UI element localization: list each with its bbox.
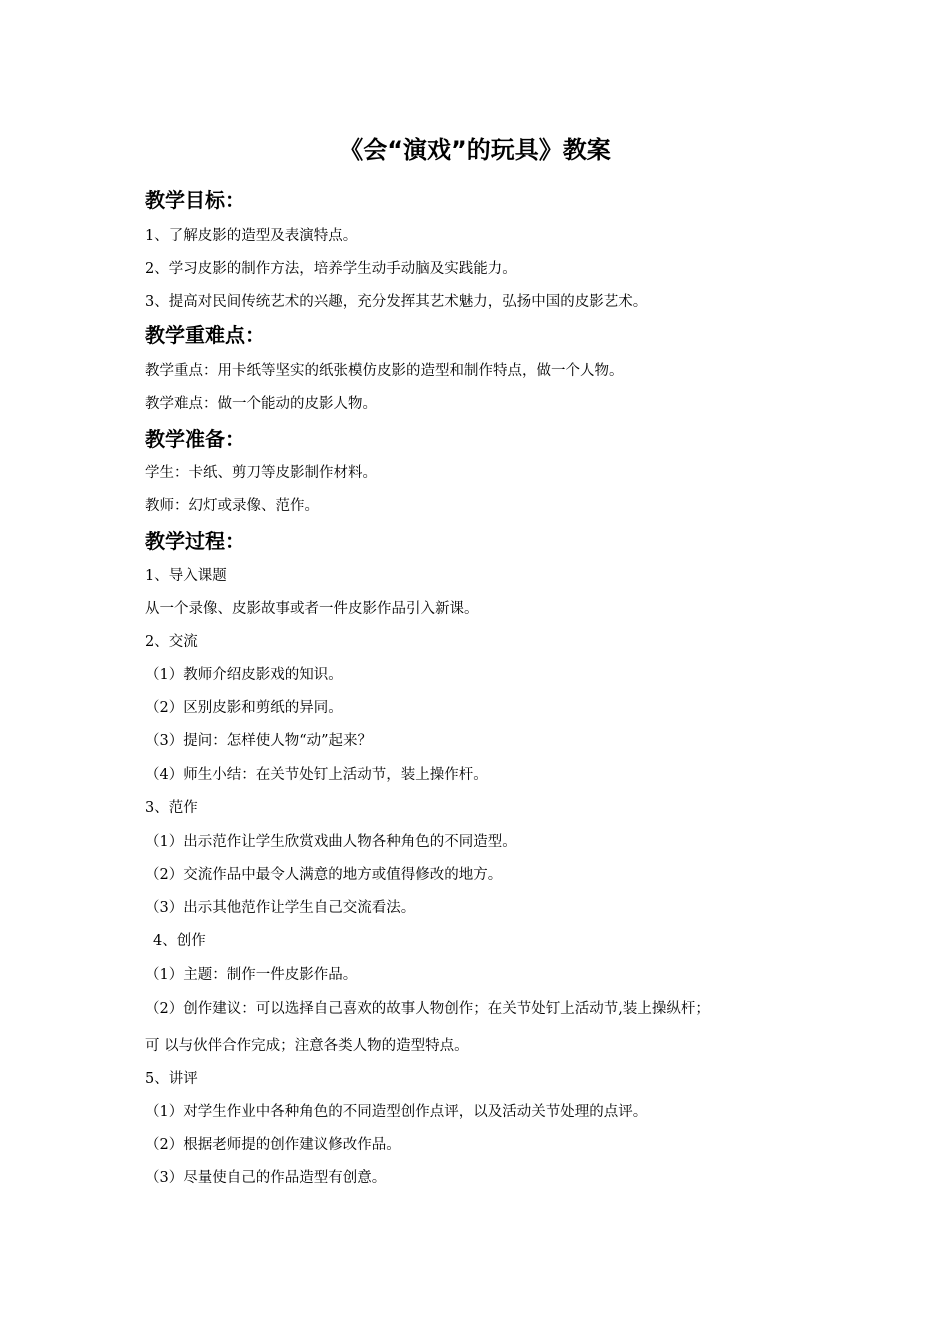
process-line: （3）尽量使自己的作品造型有创意。 [145, 1170, 387, 1186]
heading-preparation: 教学准备： [145, 427, 245, 451]
heading-objectives: 教学目标： [145, 188, 245, 212]
process-line: 2、交流 [145, 634, 198, 650]
process-line: （3）提问：怎样使人物“动”起来？ [145, 733, 373, 749]
document-title: 《会“演戏”的玩具》教案 [339, 136, 611, 164]
process-line: 1、导入课题 [145, 568, 227, 584]
process-line: 从一个录像、皮影故事或者一件皮影作品引入新课。 [145, 601, 479, 617]
heading-key-points: 教学重难点： [145, 323, 265, 347]
heading-process: 教学过程： [145, 529, 245, 553]
process-line: 5、讲评 [145, 1071, 198, 1087]
process-line: （1）主题：制作一件皮影作品。 [145, 967, 358, 983]
process-line: （1）教师介绍皮影戏的知识。 [145, 667, 343, 683]
process-line: （4）师生小结：在关节处钉上活动节，装上操作杆。 [145, 767, 488, 783]
objective-item: 2、学习皮影的制作方法，培养学生动手动脑及实践能力。 [145, 261, 517, 277]
preparation-item: 学生：卡纸、剪刀等皮影制作材料。 [145, 465, 377, 481]
process-line: （2）交流作品中最令人满意的地方或值得修改的地方。 [145, 867, 503, 883]
process-line: 可 以与伙伴合作完成；注意各类人物的造型特点。 [145, 1038, 469, 1054]
key-point-item: 教学难点：做一个能动的皮影人物。 [145, 396, 377, 412]
process-line: （2）创作建议：可以选择自己喜欢的故事人物创作；在关节处钉上活动节,装上操纵杆； [145, 1001, 710, 1017]
process-line: （2）区别皮影和剪纸的异同。 [145, 700, 343, 716]
process-line: 3、范作 [145, 800, 198, 816]
key-point-item: 教学重点：用卡纸等坚实的纸张模仿皮影的造型和制作特点，做一个人物。 [145, 363, 624, 379]
objective-item: 3、提高对民间传统艺术的兴趣，充分发挥其艺术魅力，弘扬中国的皮影艺术。 [145, 294, 648, 310]
process-line: （2）根据老师提的创作建议修改作品。 [145, 1137, 401, 1153]
process-line: 4、创作 [153, 933, 206, 949]
preparation-item: 教师：幻灯或录像、范作。 [145, 498, 319, 514]
process-line: （3）出示其他范作让学生自己交流看法。 [145, 900, 416, 916]
process-line: （1）出示范作让学生欣赏戏曲人物各种角色的不同造型。 [145, 834, 517, 850]
process-line: （1）对学生作业中各种角色的不同造型创作点评，以及活动关节处理的点评。 [145, 1104, 648, 1120]
objective-item: 1、了解皮影的造型及表演特点。 [145, 228, 358, 244]
